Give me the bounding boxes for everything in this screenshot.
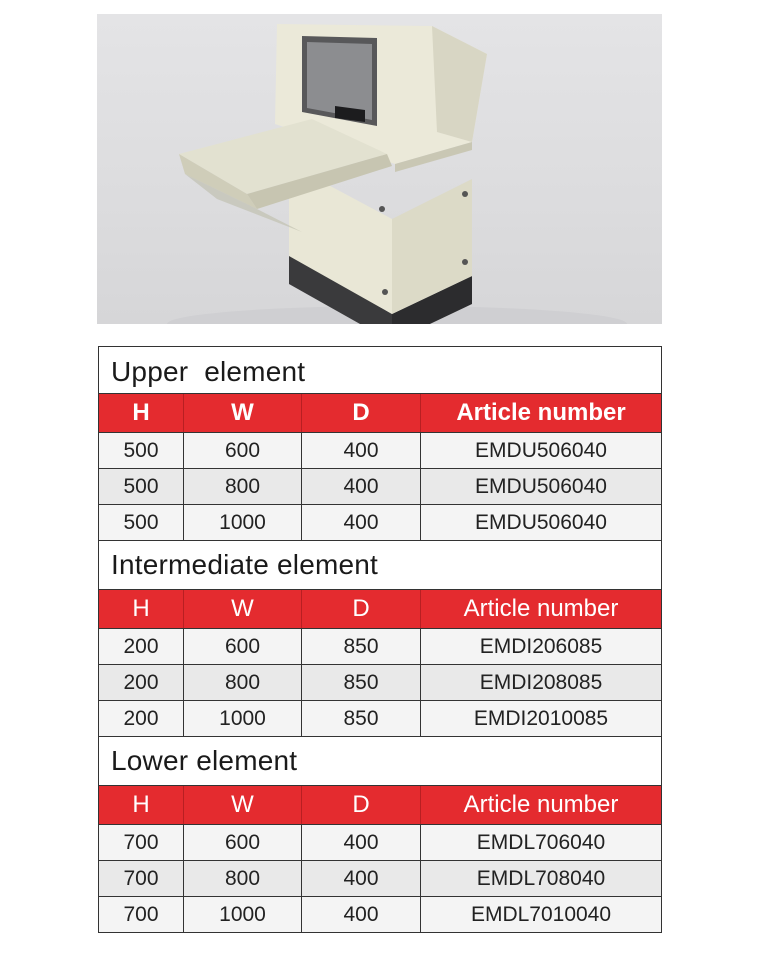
cell-article-number: EMDU506040 — [475, 438, 607, 462]
section-title: Lower element — [99, 737, 661, 786]
cell-w: 1000 — [184, 701, 302, 736]
cell-d: 400 — [302, 433, 421, 468]
cell-h: 200 — [99, 629, 184, 664]
cell-article-number: EMDI208085 — [479, 670, 603, 694]
table-header-row — [99, 394, 661, 433]
column-header-h: H — [99, 394, 184, 432]
column-header-w: W — [184, 394, 302, 432]
console-enclosure-illustration — [97, 14, 662, 324]
cell-h: 700 — [99, 897, 184, 932]
cell-d: 400 — [302, 505, 421, 540]
lower-element-section — [99, 737, 661, 932]
cell-h: 200 — [99, 665, 184, 700]
table-row — [99, 701, 661, 737]
column-header-w: W — [184, 590, 302, 628]
column-header-h: H — [99, 590, 184, 628]
cell-article-number: EMDI2010085 — [473, 706, 609, 730]
cell-w: 600 — [184, 825, 302, 860]
cell-w: 800 — [184, 469, 302, 504]
cell-article-number: EMDL7010040 — [470, 902, 612, 926]
cell-w: 600 — [184, 433, 302, 468]
cell-d: 400 — [302, 469, 421, 504]
cell-w: 600 — [184, 629, 302, 664]
product-spec-table — [98, 346, 662, 933]
table-row — [99, 861, 661, 897]
column-header-d: D — [302, 786, 421, 824]
cell-w: 800 — [184, 665, 302, 700]
cell-w: 1000 — [184, 897, 302, 932]
cell-w: 1000 — [184, 505, 302, 540]
table-header-row — [99, 786, 661, 825]
cell-h: 700 — [99, 825, 184, 860]
table-row — [99, 665, 661, 701]
table-row — [99, 897, 661, 932]
section-title: Intermediate element — [99, 541, 661, 590]
cell-article-number: EMDU506040 — [475, 474, 607, 498]
cell-h: 700 — [99, 861, 184, 896]
upper-element-section — [99, 347, 661, 541]
table-header-row — [99, 590, 661, 629]
cell-h: 500 — [99, 469, 184, 504]
table-row — [99, 825, 661, 861]
table-row — [99, 505, 661, 541]
column-header-article-number: Article number — [463, 595, 619, 622]
intermediate-element-section — [99, 541, 661, 737]
column-header-w: W — [184, 786, 302, 824]
cell-d: 400 — [302, 825, 421, 860]
cell-w: 800 — [184, 861, 302, 896]
cell-d: 400 — [302, 861, 421, 896]
cell-d: 400 — [302, 897, 421, 932]
table-row — [99, 433, 661, 469]
cell-article-number: EMDL708040 — [476, 866, 606, 890]
column-header-d: D — [302, 394, 421, 432]
cell-article-number: EMDU506040 — [475, 510, 607, 534]
section-title: Upper element — [99, 347, 661, 394]
column-header-h: H — [99, 786, 184, 824]
cell-h: 500 — [99, 505, 184, 540]
column-header-article-number: Article number — [463, 791, 619, 818]
product-photo — [97, 14, 662, 324]
cell-article-number: EMDL706040 — [476, 830, 606, 854]
table-row — [99, 629, 661, 665]
cell-article-number: EMDI206085 — [479, 634, 603, 658]
cell-d: 850 — [302, 701, 421, 736]
column-header-article-number: Article number — [456, 399, 626, 426]
cell-h: 500 — [99, 433, 184, 468]
cell-h: 200 — [99, 701, 184, 736]
column-header-d: D — [302, 590, 421, 628]
table-row — [99, 469, 661, 505]
cell-d: 850 — [302, 665, 421, 700]
cell-d: 850 — [302, 629, 421, 664]
